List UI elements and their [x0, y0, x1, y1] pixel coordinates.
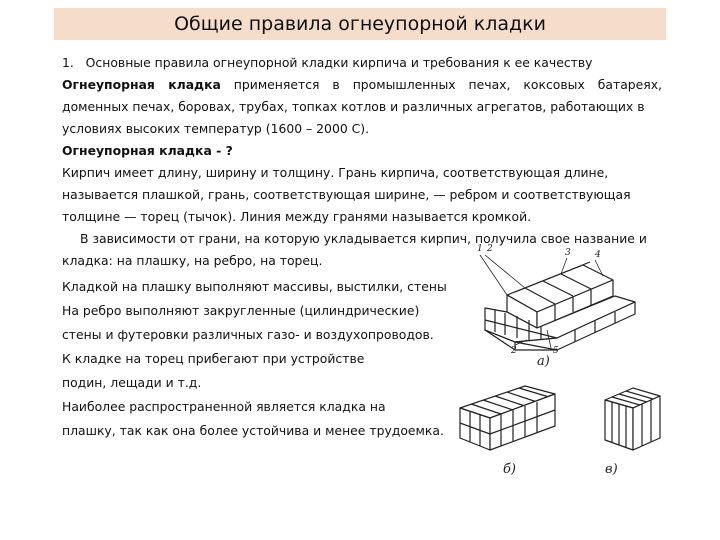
para1-bold: Огнеупорная кладка — [62, 77, 221, 92]
para4-line: плашку, так как она более устойчива и менее трудоемка. — [62, 423, 444, 438]
para4-line: К кладке на торец прибегают при устройстве — [62, 351, 365, 366]
intro-heading: Основные правила огнеупорной кладки кирпича и требования к ее качеству — [85, 55, 593, 70]
para4-line: подин, лещади и т.д. — [62, 375, 202, 390]
figure-b-masonry — [460, 386, 555, 450]
figure-label-4: 4 — [595, 250, 601, 260]
para1-line1-rest: применяется в промышленных печах, коксовых батареях, — [220, 77, 662, 92]
para4-line: Кладкой на плашку выполняют массивы, выстилки, стены — [62, 279, 447, 294]
para2-line3: толщине — торец (тычок). Линия между гранями называется кромкой. — [62, 209, 532, 224]
para3-line1: В зависимости от грани, на которую укладывается кирпич, получила свое название и — [80, 231, 647, 246]
intro-number: 1. — [62, 55, 74, 70]
figure-caption-c: в) — [605, 462, 618, 477]
intro-line — [62, 52, 662, 74]
para3-line2: кладка: на плашку, на ребро, на торец. — [62, 253, 323, 268]
figure-label-3: 3 — [565, 248, 571, 258]
figure-a-masonry — [480, 255, 635, 350]
figure-label-1: 1 — [477, 244, 483, 254]
para4 — [62, 275, 457, 443]
figure-label-5: 5 — [553, 346, 559, 356]
brick-masonry-figures — [455, 244, 670, 485]
para1-line3: условиях высоких температур (1600 – 2000 С). — [62, 121, 370, 136]
brick-masonry-drawing — [455, 250, 670, 485]
para2-line1: Кирпич имеет длину, ширину и толщину. Грань кирпича, соответствующая длине, — [62, 165, 609, 180]
para2-bold: Огнеупорная кладка - ? — [62, 143, 233, 158]
para2-line2: называется плашкой, грань, соответствующая ширине, — ребром и соответствующая — [62, 187, 631, 202]
figure-caption-b: б) — [503, 462, 517, 477]
para1-line1 — [62, 74, 662, 96]
title-bar — [54, 8, 666, 40]
para4-line: Наиболее распространенной является кладка на — [62, 399, 386, 414]
figure-caption-a: а) — [537, 354, 550, 369]
figure-label-2b: 2 — [511, 346, 517, 356]
figure-label-2: 2 — [487, 244, 493, 254]
para4-line: На ребро выполняют закругленные (цилиндрические) — [62, 303, 420, 318]
figure-c-masonry — [605, 388, 660, 450]
page-title: Общие правила огнеупорной кладки — [174, 13, 546, 35]
para4-line: стены и футеровки различных газо- и воздухопроводов. — [62, 327, 434, 342]
para1-line2: доменных печах, боровах, трубах, топках котлов и различных агрегатов, работающих в — [62, 99, 645, 114]
